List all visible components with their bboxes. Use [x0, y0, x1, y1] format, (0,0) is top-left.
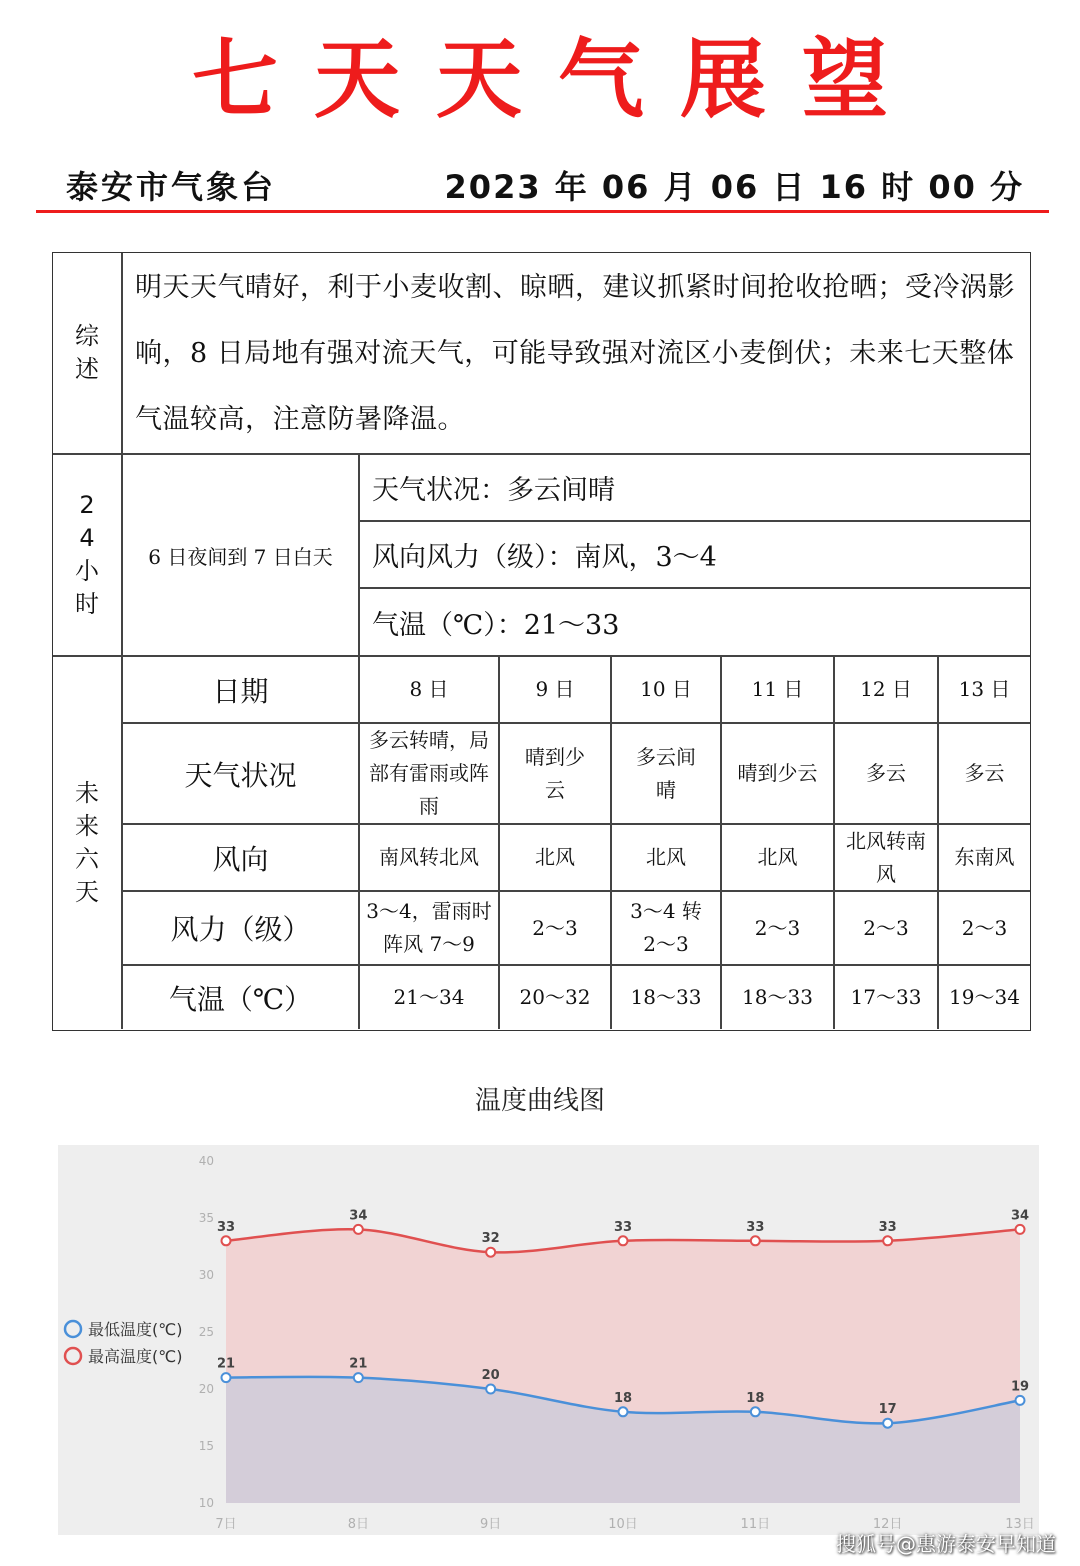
day-wind-direction: 北风转南风	[846, 828, 926, 886]
y-tick-label: 15	[198, 1439, 214, 1453]
high-temperature-point	[883, 1236, 892, 1245]
high-temperature-data-label: 34	[349, 1208, 368, 1224]
day-temperature: 19～34	[949, 985, 1020, 1009]
row-label-temperature: 气温（℃）	[168, 982, 313, 1016]
low-temperature-data-label: 20	[481, 1368, 500, 1383]
future-label: 未来六天	[75, 779, 99, 906]
y-tick-label: 10	[198, 1496, 214, 1510]
day-weather: 多云	[866, 761, 906, 785]
issue-datetime: 2023 年 06 月 06 日 16 时 00 分	[444, 168, 1024, 206]
header-divider	[36, 210, 1049, 213]
high-temperature-point	[222, 1236, 231, 1245]
forecast-table	[52, 252, 1031, 1031]
h24-temperature: 气温（℃）：21～33	[372, 609, 620, 641]
low-temperature-point	[1016, 1396, 1025, 1405]
day-wind-force: 3～4，雷雨时阵风 7～9	[366, 899, 492, 956]
low-temperature-point	[222, 1373, 231, 1382]
future-label-cell	[53, 657, 121, 1029]
x-tick-label: 8日	[347, 1517, 369, 1532]
temperature-chart-panel	[58, 1145, 1039, 1535]
low-temperature-point	[619, 1407, 628, 1416]
day-date: 8 日	[409, 677, 449, 701]
x-tick-label: 11日	[740, 1517, 771, 1532]
day-weather: 晴到少云	[525, 744, 585, 802]
y-tick-label: 30	[198, 1268, 214, 1282]
summary-label-cell	[53, 253, 121, 453]
day-wind-direction: 南风转北风	[379, 845, 479, 869]
h24-wind: 风向风力（级）：南风，3～4	[372, 542, 717, 573]
day-wind-direction: 北风	[535, 845, 575, 869]
x-tick-label: 9日	[480, 1517, 502, 1532]
high-temperature-data-label: 33	[216, 1219, 236, 1235]
low-temperature-point	[751, 1407, 760, 1416]
low-temperature-point	[486, 1385, 495, 1394]
high-temperature-data-label: 33	[746, 1219, 765, 1235]
issuing-organization: 泰安市气象台	[66, 168, 277, 206]
day-date: 12 日	[860, 677, 912, 701]
day-date: 13 日	[958, 677, 1011, 701]
high-temperature-point	[751, 1236, 760, 1245]
h24-label: 24小时	[75, 491, 99, 618]
day-weather: 多云间晴	[636, 744, 696, 802]
chart-title: 温度曲线图	[474, 1086, 605, 1116]
high-temperature-point	[354, 1225, 363, 1234]
low-temperature-point	[354, 1373, 363, 1382]
day-wind-direction: 北风	[646, 845, 686, 869]
high-temperature-point	[619, 1236, 628, 1245]
low-temperature-data-label: 18	[746, 1390, 765, 1406]
day-date: 10 日	[640, 677, 692, 701]
y-tick-label: 20	[198, 1382, 214, 1396]
day-temperature: 17～33	[850, 985, 922, 1009]
low-temperature-point	[883, 1419, 892, 1428]
day-wind-force: 2～3	[961, 915, 1008, 940]
row-label-wind-direction: 风向	[212, 842, 269, 876]
row-label-weather: 天气状况	[184, 758, 297, 792]
day-wind-force: 2～3	[863, 915, 909, 940]
day-temperature: 18～33	[630, 985, 702, 1009]
day-date: 11 日	[751, 677, 804, 701]
high-temperature-data-label: 34	[1010, 1208, 1030, 1224]
low-temperature-data-label: 21	[349, 1356, 368, 1372]
legend-high-label: 最高温度(℃)	[88, 1347, 183, 1366]
high-temperature-data-label: 33	[613, 1219, 633, 1235]
y-tick-label: 35	[198, 1211, 214, 1225]
day-wind-direction: 东南风	[954, 845, 1015, 869]
row-label-date: 日期	[212, 674, 269, 708]
day-wind-force: 3～4 转 2～3	[630, 899, 702, 956]
x-tick-label: 10日	[608, 1517, 638, 1532]
day-temperature: 20～32	[519, 985, 591, 1009]
low-temperature-data-label: 21	[216, 1356, 236, 1372]
legend-low-marker	[65, 1321, 81, 1337]
low-temperature-data-label: 19	[1010, 1379, 1030, 1395]
y-tick-label: 40	[198, 1154, 214, 1168]
y-tick-label: 25	[198, 1325, 214, 1339]
day-weather: 多云转晴，局部有雷雨或阵雨	[369, 728, 489, 818]
h24-period: 6 日夜间到 7 日白天	[148, 544, 333, 569]
legend-high-marker	[65, 1348, 81, 1364]
low-temperature-data-label: 18	[613, 1390, 633, 1406]
day-temperature: 18～33	[742, 985, 813, 1009]
low-temperature-data-label: 17	[878, 1402, 897, 1418]
day-date: 9 日	[535, 677, 575, 701]
day-temperature: 21～34	[393, 985, 465, 1009]
x-tick-label: 7日	[215, 1517, 237, 1532]
legend-low-label: 最低温度(℃)	[88, 1320, 183, 1339]
row-label-wind-force: 风力（级）	[170, 913, 311, 946]
x-tick-label: 12日	[872, 1517, 903, 1532]
watermark: 搜狐号@惠游泰安早知道	[836, 1532, 1056, 1556]
high-temperature-point	[1016, 1225, 1025, 1234]
x-tick-label: 13日	[1005, 1517, 1035, 1532]
temperature-chart	[58, 1145, 1039, 1535]
day-weather: 多云	[964, 761, 1005, 785]
high-temperature-point	[486, 1248, 495, 1257]
day-wind-force: 2～3	[532, 915, 578, 940]
day-weather: 晴到少云	[737, 761, 818, 785]
summary-label: 综述	[75, 322, 99, 383]
day-wind-force: 2～3	[754, 915, 801, 940]
h24-label-cell	[53, 455, 121, 655]
day-wind-direction: 北风	[757, 845, 798, 869]
summary-text: 明天天气晴好，利于小麦收割、晾晒，建议抓紧时间抢收抢晒；受冷涡影响，8 日局地有强对流天气，可能导致强对流区小麦倒伏；未来七天整体气温较高，注意防暑降温。	[135, 271, 1015, 435]
h24-condition: 天气状况：多云间晴	[372, 475, 615, 506]
high-temperature-data-label: 33	[878, 1219, 897, 1235]
high-temperature-data-label: 32	[481, 1231, 500, 1247]
page-title: 七天天气展望	[192, 29, 924, 130]
